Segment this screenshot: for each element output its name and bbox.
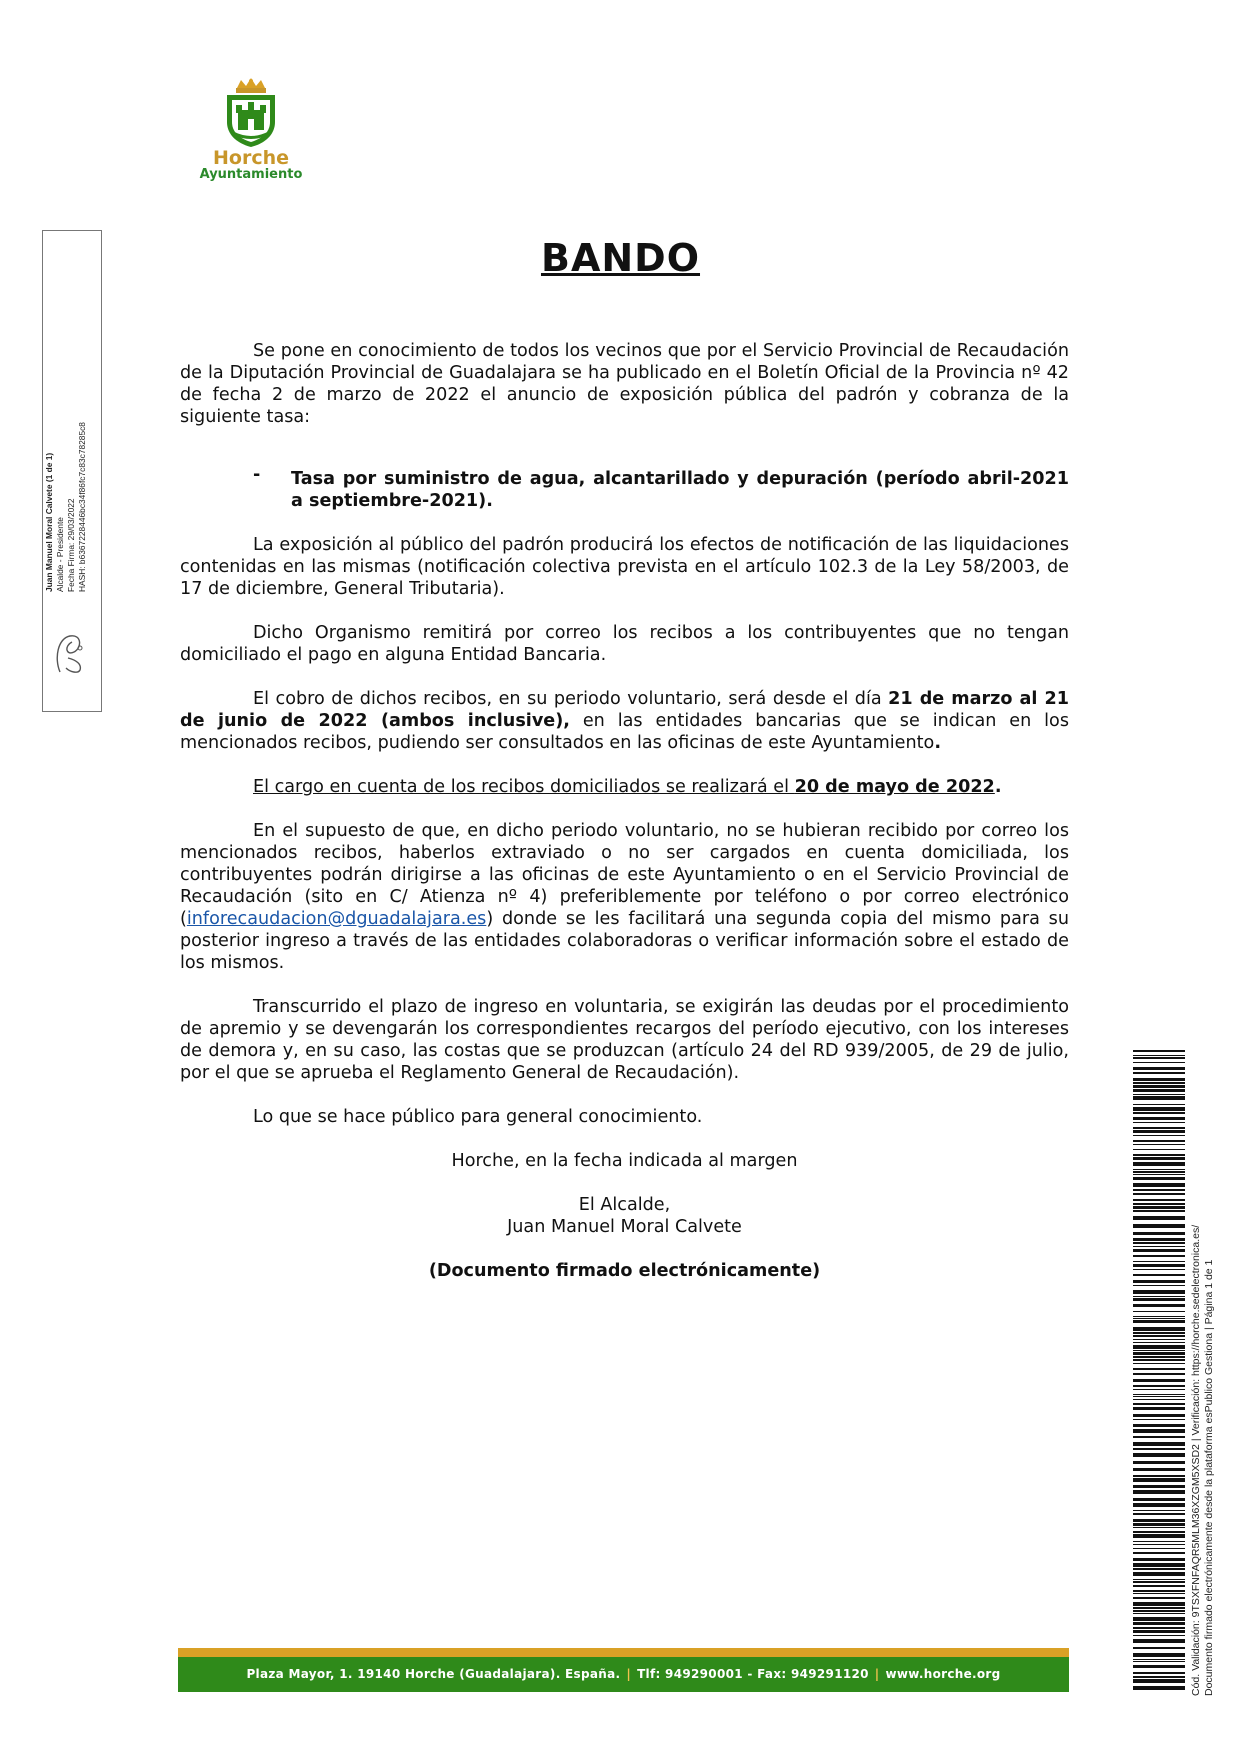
collection-text-c: en las entidades bancarias que se indican en los mencionados recibos, pudiendo ser consultados en las oficinas de este Ayuntamiento [180,711,1069,753]
validation-barcode-icon [1133,1050,1185,1690]
paragraph-lost-receipts [180,820,1069,974]
direct-debit-text: El cargo en cuenta de los recibos domiciliados se realizará el [253,777,795,797]
signature-hash: HASH: b6367228446bc34f86fc7c83c78285c8 [77,422,87,592]
signer-role-text: El Alcalde, [578,1195,671,1215]
horche-logo [196,78,306,190]
direct-debit-period: . [994,777,1002,797]
document-body [180,340,1069,1282]
coat-of-arms-icon [219,78,283,148]
paragraph-direct-debit [180,776,1069,798]
footer-address: Plaza Mayor, 1. 19140 Horche (Guadalajara). España. [246,1667,621,1681]
signer-name: Juan Manuel Moral Calvete (1 de 1) [44,452,54,592]
footer-website[interactable]: www.horche.org [885,1667,1001,1681]
logo-name: Horche [213,147,289,169]
paragraph-enforcement: Transcurrido el plazo de ingreso en voluntaria, se exigirán las deudas por el procedimiento de apremio y se devengarán los correspondientes recargos del período ejecutivo, con los intereses de demora y, en su caso, las costas que se produzcan (artículo 24 del RD 939/2005, de 29 de julio, por el que se aprueba el Reglamento General de Recaudación). [180,997,1069,1083]
footer-gold-stripe [178,1648,1069,1657]
footer-separator: | [626,1667,632,1681]
logo-subtitle: Ayuntamiento [199,167,303,182]
direct-debit-date: 20 de mayo de 2022 [794,777,995,797]
email-link[interactable]: inforecaudacion@dguadalajara.es [186,909,487,929]
lost-receipts-text-a: En el supuesto de que, en dicho periodo voluntario, no se hubieran recibido por correo los mencionados recibos, haberlos extraviado o no ser cargados en cuenta domiciliada, los contribuyentes podrán dirigirse a las oficinas de este Ayuntamiento o en el Servicio Provincial de Recaudación (sito en C/ Atienza nº 4) preferiblemente por teléfono o por correo electrónico ( [180,821,1069,929]
lost-receipts-text-b: ) donde se les facilitará una segunda copia del mismo para su posterior ingreso a través de las entidades colaboradoras o verificar información sobre el estado de los mismos. [180,909,1069,973]
signer-name-text: Juan Manuel Moral Calvete [507,1217,742,1237]
page-title: BANDO [540,236,701,280]
collection-text-a: El cobro de dichos recibos, en su periodo voluntario, será desde el día [253,689,889,709]
paragraph-intro: Se pone en conocimiento de todos los vecinos que por el Servicio Provincial de Recaudación de la Diputación Provincial de Guadalajara se ha publicado en el Boletín Oficial de la Provincia nº 42 de fecha 2 de marzo de 2022 el anuncio de exposición pública del padrón y cobranza de la siguiente tasa: [180,341,1069,427]
bullet-dash: - [253,465,261,485]
paragraph-exposition: La exposición al público del padrón producirá los efectos de notificación de las liquidaciones contenidas en las mismas (notificación colectiva prevista en el artículo 102.3 de la Ley 58/2003, de 17 de diciembre, General Tributaria). [180,535,1069,599]
bullet-item [180,465,1069,512]
electronic-signature-note: (Documento firmado electrónicamente) [428,1261,821,1281]
signer-role: Alcalde - Presidente [55,517,65,592]
footer-bar [178,1648,1069,1692]
collection-period-end: . [934,733,942,753]
validation-text [1190,1096,1216,1696]
place-date: Horche, en la fecha indicada al margen [451,1151,798,1171]
footer-separator: | [874,1667,880,1681]
paragraph-collection-period [180,688,1069,754]
validation-code: Cód. Validación: 9TSXFNFAQR5MLM36XZGM5XSD2 | Verificación: https://horche.sedelectronica.es/ [1190,1224,1202,1696]
footer-contact [178,1657,1069,1692]
handwritten-signature-icon [52,628,92,678]
signature-date: Fecha Firma: 29/03/2022 [66,498,76,592]
bullet-text: Tasa por suministro de agua, alcantarillado y depuración (período abril-2021 a septiembre-2021). [291,469,1069,511]
paragraph-public-notice: Lo que se hace público para general conocimiento. [253,1107,703,1127]
collection-dates: 21 de marzo al 21 de junio de 2022 (ambos inclusive), [180,689,1070,731]
paragraph-mailing: Dicho Organismo remitirá por correo los recibos a los contribuyentes que no tengan domiciliado el pago en alguna Entidad Bancaria. [180,623,1069,665]
footer-phone: Tlf: 949290001 - Fax: 949291120 [637,1667,869,1681]
validation-platform: Documento firmado electrónicamente desde la plataforma esPublico Gestiona | Página 1 de 1 [1203,1259,1215,1696]
